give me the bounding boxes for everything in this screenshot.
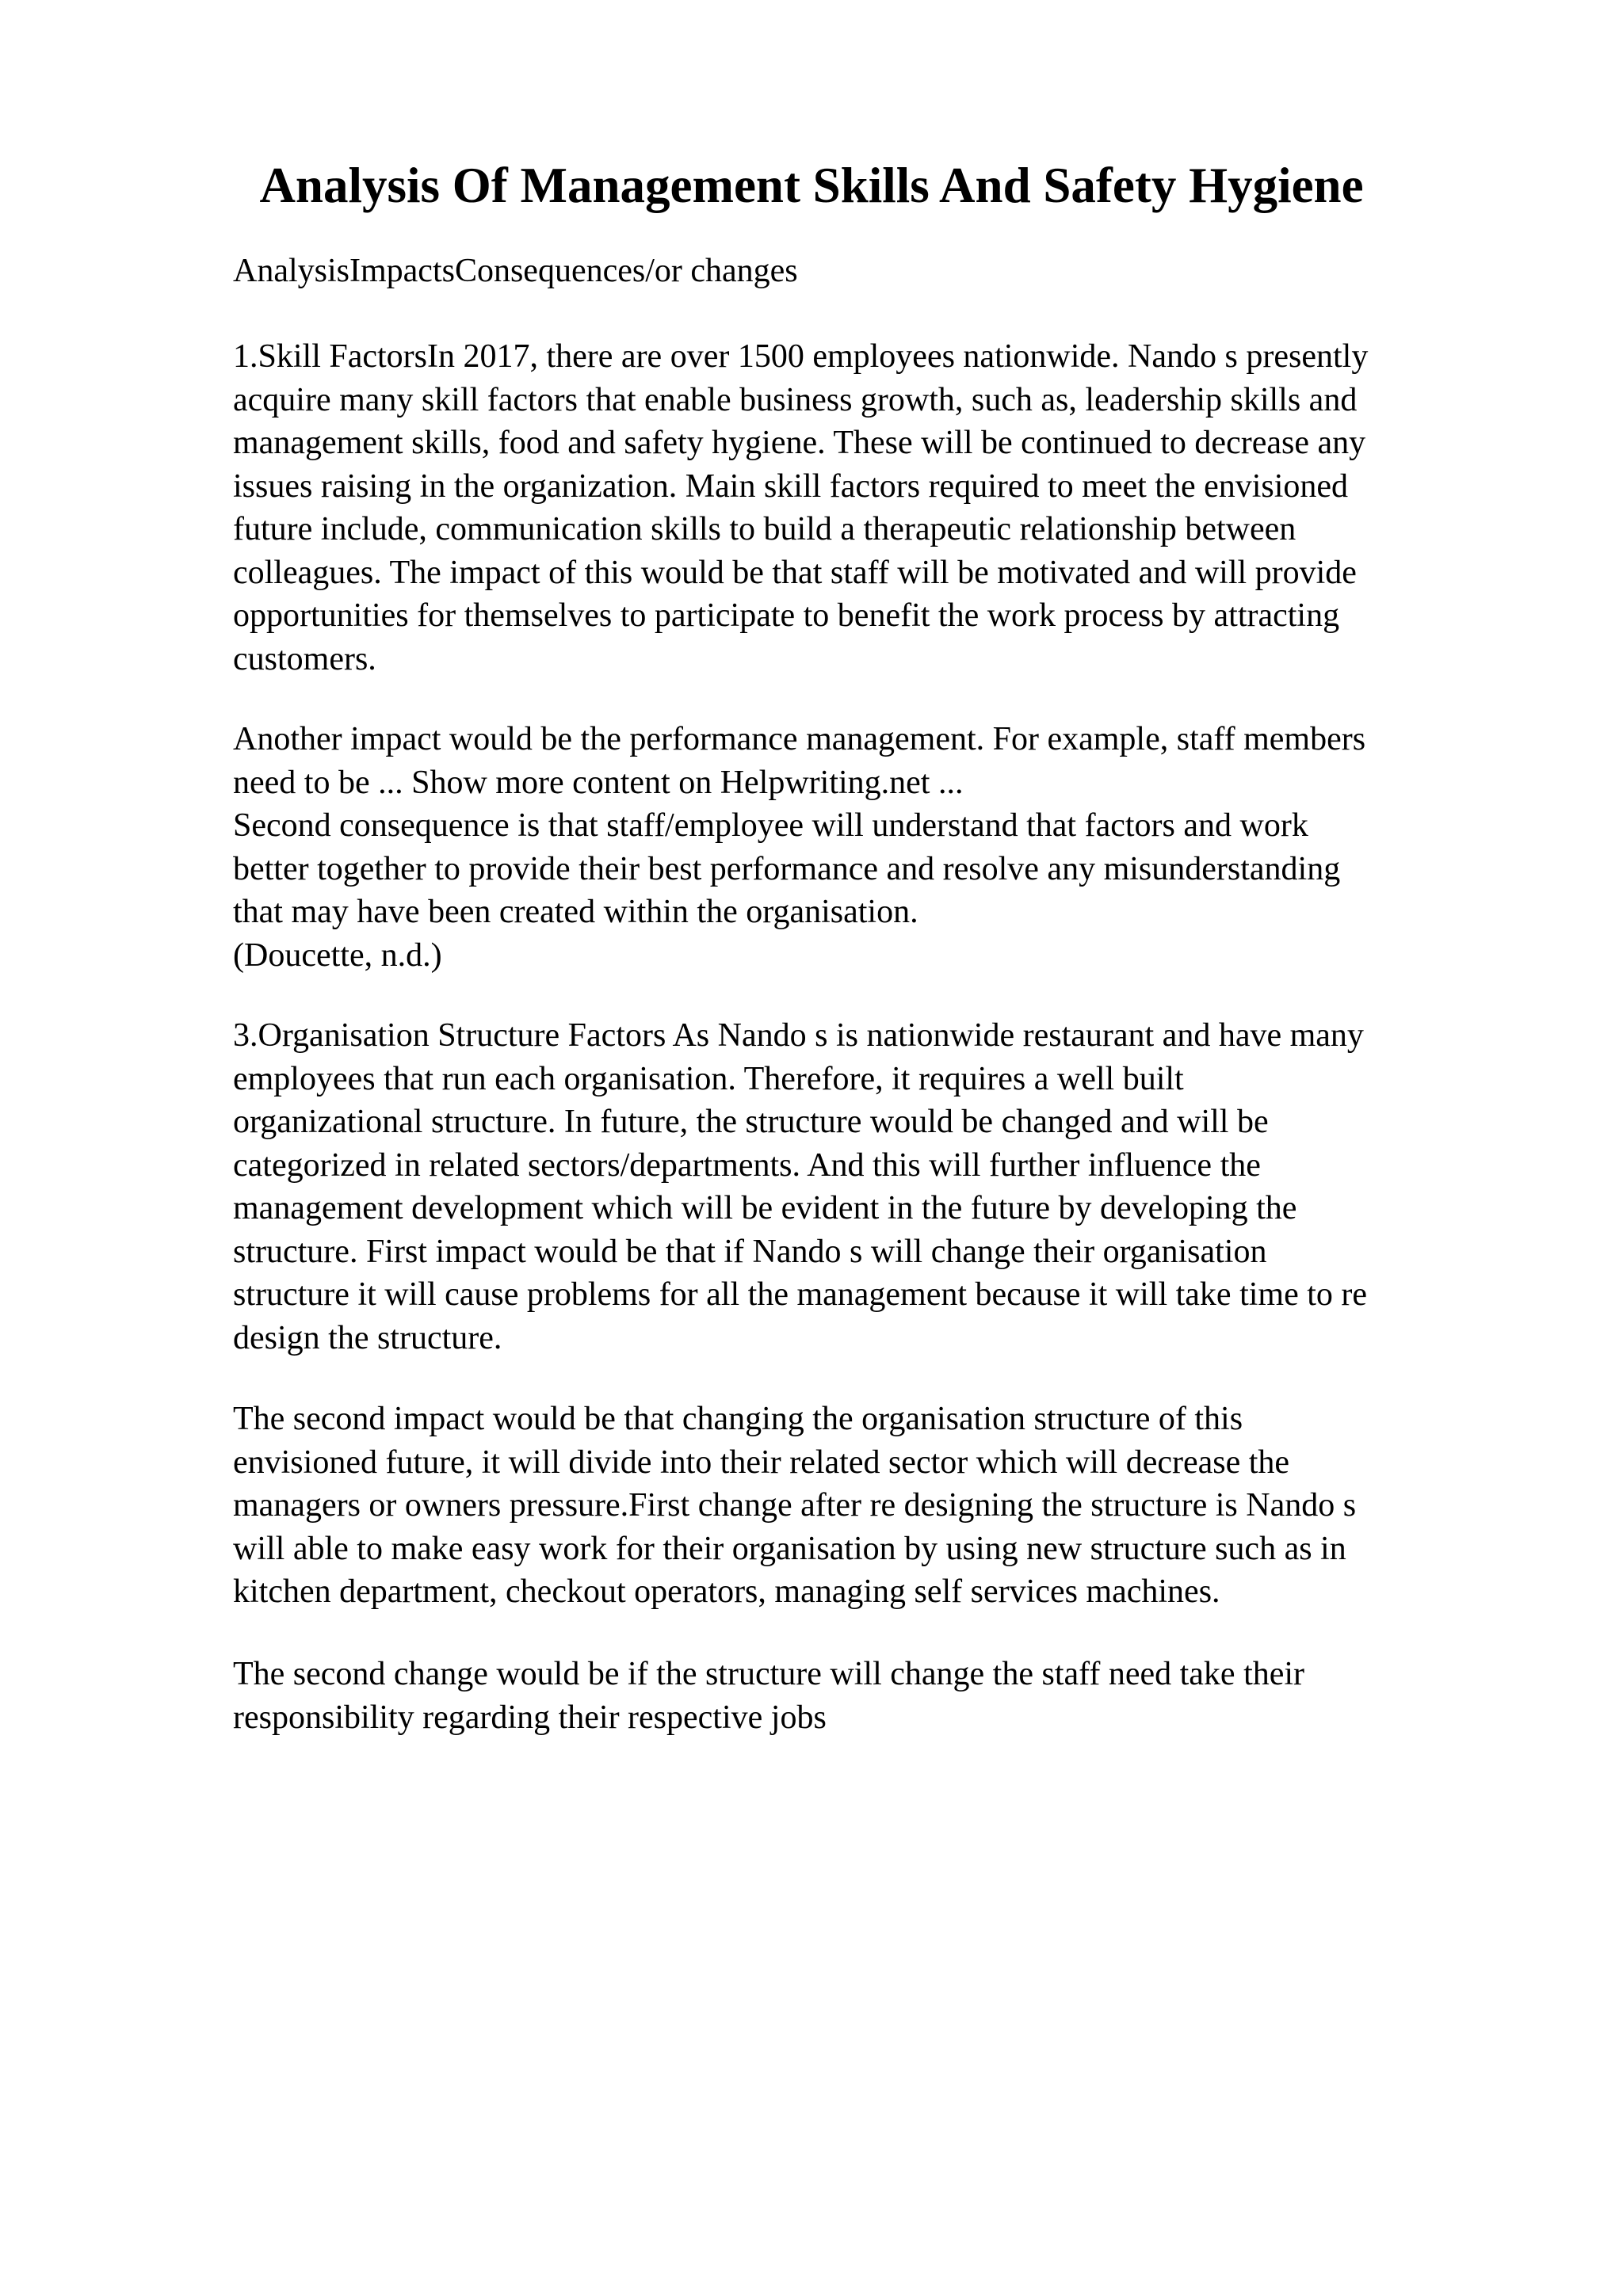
paragraph-line: The second impact would be that changing the organisation structure of this [233,1401,1243,1437]
paragraph-skill-factors [233,335,1533,681]
paragraph-line: structure. First impact would be that if Nando s will change their organisation [233,1233,1267,1270]
paragraph-line: envisioned future, it will divide into their related sector which will decrease the [233,1444,1290,1481]
paragraph-line: Second consequence is that staff/employee will understand that factors and work [233,807,1308,844]
paragraph-line: kitchen department, checkout operators, managing self services machines. [233,1573,1220,1610]
paragraph-line: will able to make easy work for their organisation by using new structure such as in [233,1530,1346,1567]
paragraph-line: management development which will be evident in the future by developing the [233,1190,1297,1226]
paragraph-second-impact [233,1398,1533,1614]
paragraph-line: better together to provide their best performance and resolve any misunderstanding [233,850,1341,887]
paragraph-line: 3.Organisation Structure Factors As Nando s is nationwide restaurant and have many [233,1017,1364,1054]
paragraph-line: acquire many skill factors that enable business growth, such as, leadership skills and [233,381,1358,418]
paragraph-performance-management [233,718,1533,977]
paragraph-line: opportunities for themselves to participate to benefit the work process by attracting [233,597,1340,634]
paragraph-line: future include, communication skills to build a therapeutic relationship between [233,511,1296,547]
paragraph-line: 1.Skill FactorsIn 2017, there are over 1500 employees nationwide. Nando s presently [233,338,1369,375]
paragraph-line: customers. [233,640,376,677]
paragraph-line: Another impact would be the performance management. For example, staff members [233,721,1366,757]
subheading: AnalysisImpactsConsequences/or changes [233,253,798,289]
paragraph-line: organizational structure. In future, the structure would be changed and will be [233,1104,1269,1140]
paragraph-organisation-structure [233,1014,1533,1360]
paragraph-line: categorized in related sectors/departments. And this will further influence the [233,1146,1261,1184]
paragraph-line: issues raising in the organization. Main skill factors required to meet the envisioned [233,467,1349,505]
paragraph-line: The second change would be if the structure will change the staff need take their [233,1656,1305,1692]
paragraph-line: structure it will cause problems for all the management because it will take time to re [233,1276,1368,1313]
paragraph-line: need to be ... Show more content on Helpwriting.net ... [233,764,964,801]
document-title: Analysis Of Management Skills And Safety Hygiene [259,158,1364,213]
paragraph-second-change [233,1653,1533,1739]
paragraph-line: management skills, food and safety hygiene. These will be continued to decrease any [233,425,1366,461]
paragraph-line: design the structure. [233,1319,502,1356]
paragraph-line: managers or owners pressure.First change after re designing the structure is Nando s [233,1487,1357,1524]
paragraph-line: employees that run each organisation. Therefore, it requires a well built [233,1060,1184,1097]
citation: (Doucette, n.d.) [233,936,442,974]
paragraph-line: colleagues. The impact of this would be that staff will be motivated and will provide [233,554,1357,591]
paragraph-line: responsibility regarding their respective jobs [233,1699,827,1736]
paragraph-line: that may have been created within the organisation. [233,894,918,930]
